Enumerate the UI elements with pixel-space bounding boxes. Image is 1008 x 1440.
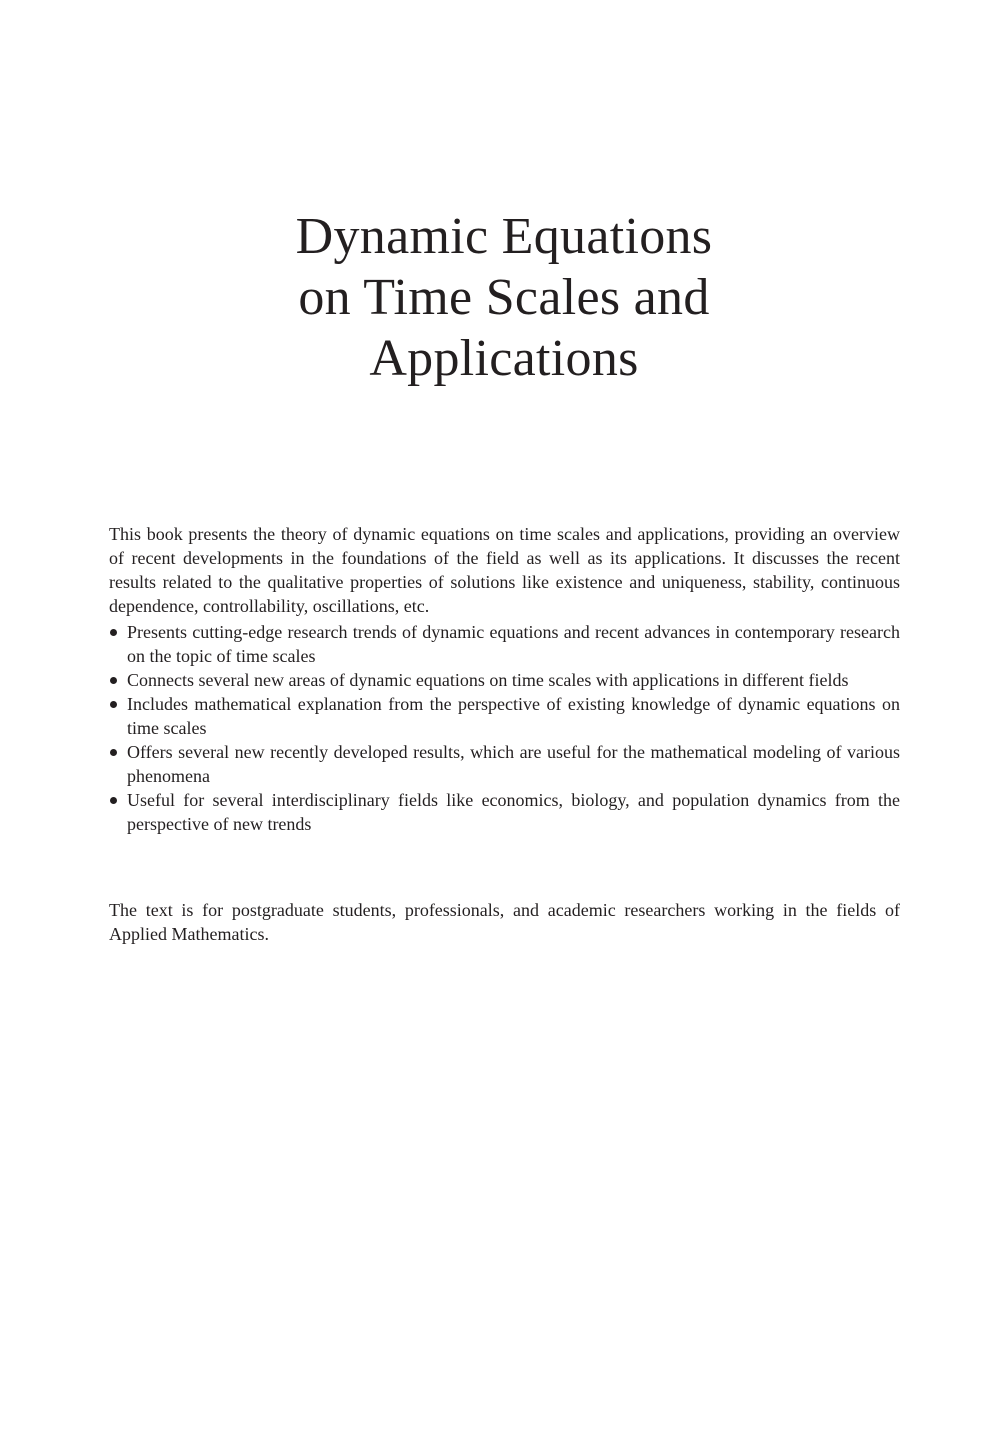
bullet-icon: [110, 677, 117, 684]
list-item-text: Offers several new recently developed results, which are useful for the mathematical modeling of various phenomena: [127, 742, 900, 786]
list-item: [109, 692, 900, 740]
list-item: [109, 788, 900, 836]
bullet-icon: [110, 797, 117, 804]
book-title: [0, 206, 1008, 389]
closing-paragraph: The text is for postgraduate students, professionals, and academic researchers working in the fields of Applied Mathematics.: [109, 900, 900, 944]
feature-list: [109, 620, 900, 836]
title-line-2: on Time Scales and: [298, 269, 710, 326]
title-line-1: Dynamic Equations: [295, 208, 713, 265]
list-item: [109, 668, 900, 692]
bullet-icon: [110, 629, 117, 636]
intro-paragraph: This book presents the theory of dynamic equations on time scales and applications, providing an overview of recent developments in the foundations of the field as well as its applications. It discusses the recent results related to the qualitative properties of solutions like existence and uniqueness, stability, continuous dependence, controllability, oscillations, etc.: [109, 524, 900, 616]
list-item-text: Includes mathematical explanation from the perspective of existing knowledge of dynamic equations on time scales: [127, 694, 900, 738]
list-item-text: Presents cutting-edge research trends of dynamic equations and recent advances in contemporary research on the topic of time scales: [127, 622, 900, 666]
list-item-text: Connects several new areas of dynamic equations on time scales with applications in different fields: [127, 670, 849, 690]
list-item: [109, 620, 900, 668]
title-line-3: Applications: [369, 330, 639, 387]
list-item-text: Useful for several interdisciplinary fields like economics, biology, and population dynamics from the perspective of new trends: [127, 790, 900, 834]
bullet-icon: [110, 701, 117, 708]
list-item: [109, 740, 900, 788]
bullet-icon: [110, 749, 117, 756]
